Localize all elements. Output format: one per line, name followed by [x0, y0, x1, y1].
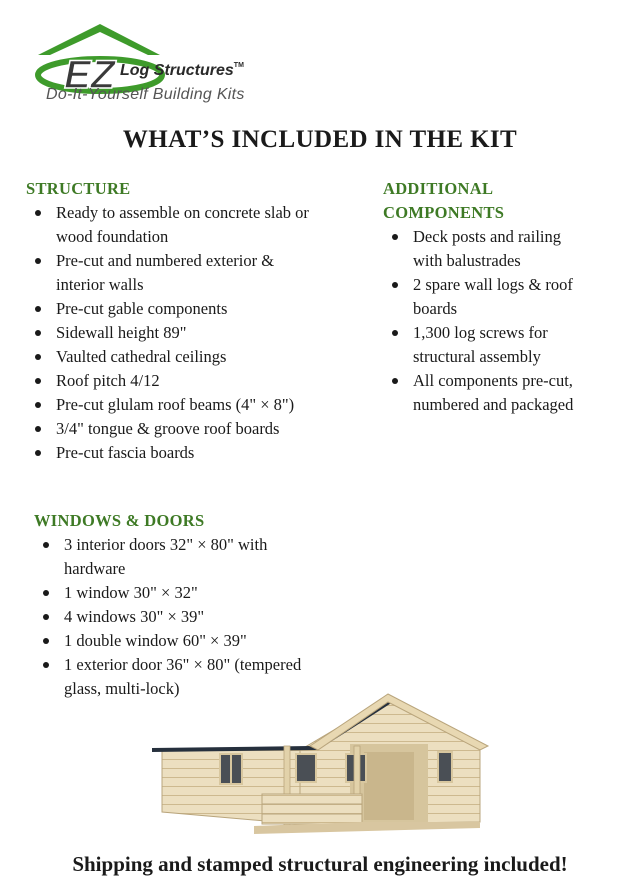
trademark-symbol: TM: [233, 62, 244, 69]
page-title: WHAT’S INCLUDED IN THE KIT: [122, 126, 518, 153]
list-item: Pre-cut glulam roof beams (4" × 8"): [26, 393, 326, 417]
list-item: Vaulted cathedral ceilings: [26, 345, 326, 369]
logo-tagline: Do-It-Yourself Building Kits: [46, 86, 245, 103]
list-item: Pre-cut gable components: [26, 297, 326, 321]
heading-line: ADDITIONAL: [383, 179, 494, 198]
log-cabin-illustration: [150, 688, 490, 836]
list-item: All components pre-cut, numbered and packaged: [383, 369, 593, 417]
list-item: Ready to assemble on concrete slab or wood foundation: [26, 201, 326, 249]
additional-components-list: [383, 225, 593, 417]
logo-mark: EZ: [64, 53, 116, 97]
windows-doors-list: [34, 533, 319, 701]
list-item: Pre-cut fascia boards: [26, 441, 326, 465]
structure-heading: STRUCTURE: [26, 179, 131, 198]
footer-note: Shipping and stamped structural engineering included!: [72, 852, 568, 876]
list-item: 1 window 30" × 32": [34, 581, 319, 605]
list-item: Sidewall height 89": [26, 321, 326, 345]
list-item: 1 exterior door 36" × 80" (tempered glass, multi-lock): [34, 653, 319, 701]
list-item: Roof pitch 4/12: [26, 369, 326, 393]
heading-line: COMPONENTS: [383, 203, 505, 222]
logo-name: Log Structures™: [120, 62, 244, 79]
list-item: Deck posts and railing with balustrades: [383, 225, 593, 273]
list-item: 1,300 log screws for structural assembly: [383, 321, 593, 369]
additional-components-heading: [383, 177, 583, 225]
list-item: Pre-cut and numbered exterior & interior walls: [26, 249, 326, 297]
structure-list: [26, 201, 326, 465]
list-item: 1 double window 60" × 39": [34, 629, 319, 653]
windows-doors-heading: WINDOWS & DOORS: [34, 511, 205, 530]
list-item: 3/4" tongue & groove roof boards: [26, 417, 326, 441]
list-item: 4 windows 30" × 39": [34, 605, 319, 629]
list-item: 2 spare wall logs & roof boards: [383, 273, 593, 321]
list-item: 3 interior doors 32" × 80" with hardware: [34, 533, 319, 581]
